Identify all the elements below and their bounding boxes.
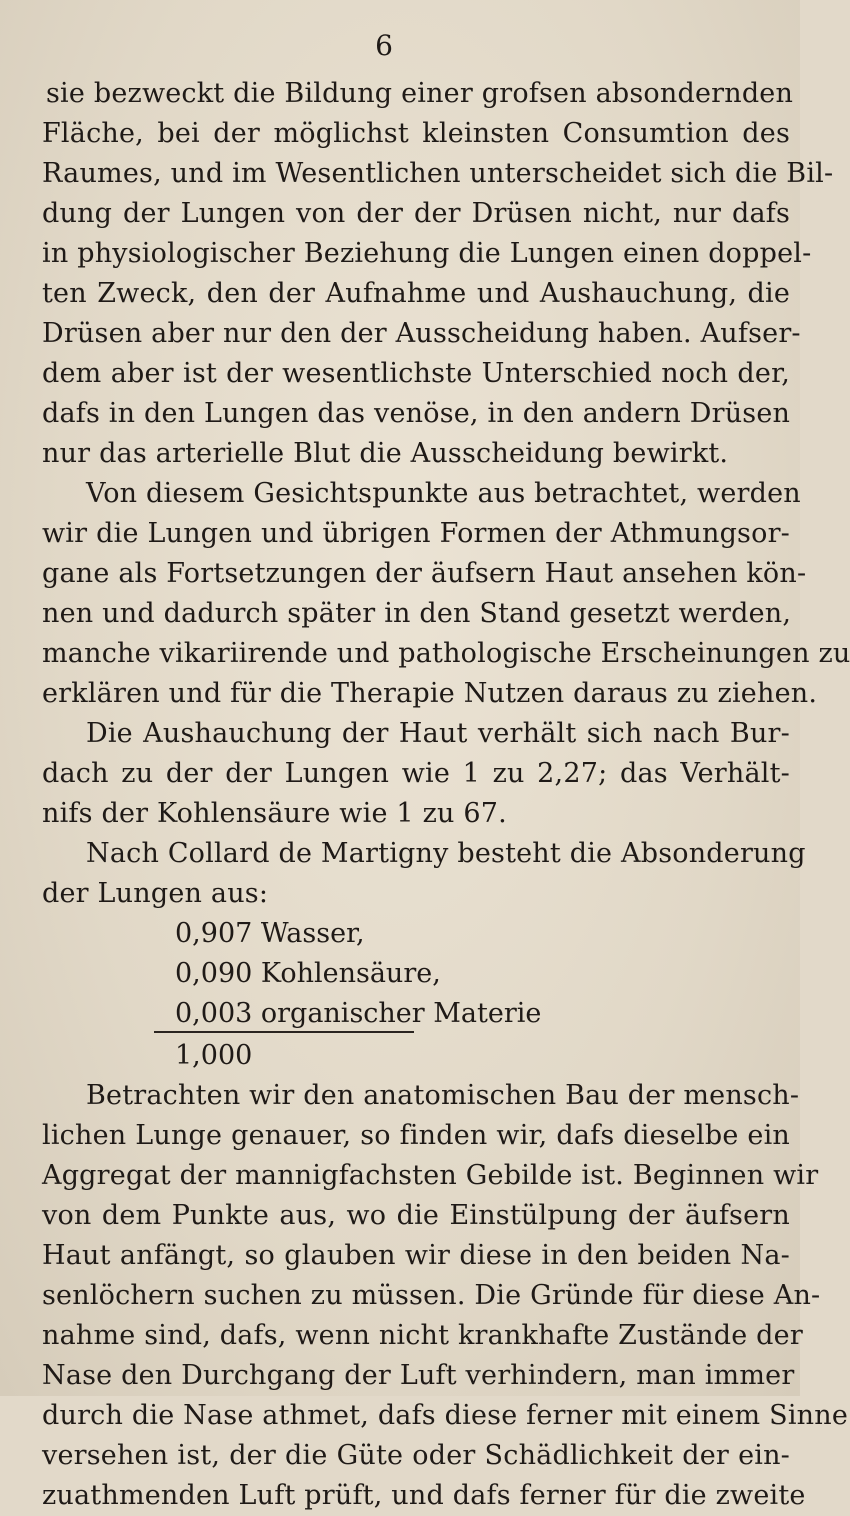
- composition-item: 0,907 Wasser,: [175, 918, 365, 949]
- paragraph: [42, 74, 834, 474]
- composition-list: [42, 914, 790, 1076]
- sum-rule: [154, 1031, 414, 1033]
- text-line: nahme sind, dafs, wenn nicht krankhafte Zustände der: [42, 1320, 803, 1351]
- composition-item: 0,090 Kohlensäure,: [175, 958, 441, 989]
- text-line: nifs der Kohlensäure wie 1 zu 67.: [42, 798, 507, 829]
- text-line: in physiologischer Beziehung die Lungen einen doppel-: [42, 238, 812, 269]
- text-line: Von diesem Gesichtspunkte aus betrachtet, werden: [86, 478, 801, 509]
- text-line: ten Zweck, den der Aufnahme und Aushauchung, die: [42, 278, 790, 309]
- text-line: versehen ist, der die Güte oder Schädlichkeit der ein-: [42, 1440, 790, 1471]
- body-text: [42, 74, 850, 1516]
- text-line: dung der Lungen von der der Drüsen nicht, nur dafs: [42, 198, 790, 229]
- text-line: Haut anfängt, so glauben wir diese in den beiden Na-: [42, 1240, 790, 1271]
- text-line: manche vikariirende und pathologische Erscheinungen zu: [42, 638, 850, 669]
- text-line: Aggregat der mannigfachsten Gebilde ist. Beginnen wir: [42, 1160, 819, 1191]
- text-line: senlöchern suchen zu müssen. Die Gründe für diese An-: [42, 1280, 821, 1311]
- text-line: Nase den Durchgang der Luft verhindern, man immer: [42, 1360, 795, 1391]
- text-line: Drüsen aber nur den der Ausscheidung haben. Aufser-: [42, 318, 801, 349]
- text-line: gane als Fortsetzungen der äufsern Haut ansehen kön-: [42, 558, 807, 589]
- composition-item: 0,003 organischer Materie: [175, 998, 542, 1029]
- text-line: erklären und für die Therapie Nutzen daraus zu ziehen.: [42, 678, 818, 709]
- paragraph: [42, 474, 850, 714]
- text-line: zuathmenden Luft prüft, und dafs ferner für die zweite: [42, 1480, 806, 1511]
- text-line: dafs in den Lungen das venöse, in den andern Drüsen: [42, 398, 791, 429]
- text-line: der Lungen aus:: [42, 878, 269, 909]
- text-line: wir die Lungen und übrigen Formen der Athmungsor-: [42, 518, 790, 549]
- text-line: von dem Punkte aus, wo die Einstülpung der äufsern: [42, 1200, 790, 1231]
- text-line: dem aber ist der wesentlichste Unterschied noch der,: [42, 358, 790, 389]
- paragraph: [42, 714, 790, 834]
- text-line: lichen Lunge genauer, so finden wir, dafs dieselbe ein: [42, 1120, 790, 1151]
- text-line: Die Aushauchung der Haut verhält sich nach Bur-: [86, 718, 790, 749]
- text-line: durch die Nase athmet, dafs diese ferner mit einem Sinne: [42, 1400, 849, 1431]
- paragraph: [42, 834, 806, 914]
- text-line: Fläche, bei der möglichst kleinsten Consumtion des: [42, 118, 790, 149]
- text-line: sie bezweckt die Bildung einer grofsen absondernden: [46, 78, 794, 109]
- text-line: Raumes, und im Wesentlichen unterscheidet sich die Bil-: [42, 158, 834, 189]
- text-line: Nach Collard de Martigny besteht die Absonderung: [86, 838, 806, 869]
- text-line: Betrachten wir den anatomischen Bau der mensch-: [86, 1080, 800, 1111]
- text-line: nur das arterielle Blut die Ausscheidung bewirkt.: [42, 438, 729, 469]
- composition-total: 1,000: [175, 1040, 253, 1071]
- text-line: nen und dadurch später in den Stand gesetzt werden,: [42, 598, 792, 629]
- page-number: 6: [375, 29, 393, 62]
- paragraph: [42, 1076, 849, 1516]
- text-line: dach zu der der Lungen wie 1 zu 2,27; das Verhält-: [42, 758, 790, 789]
